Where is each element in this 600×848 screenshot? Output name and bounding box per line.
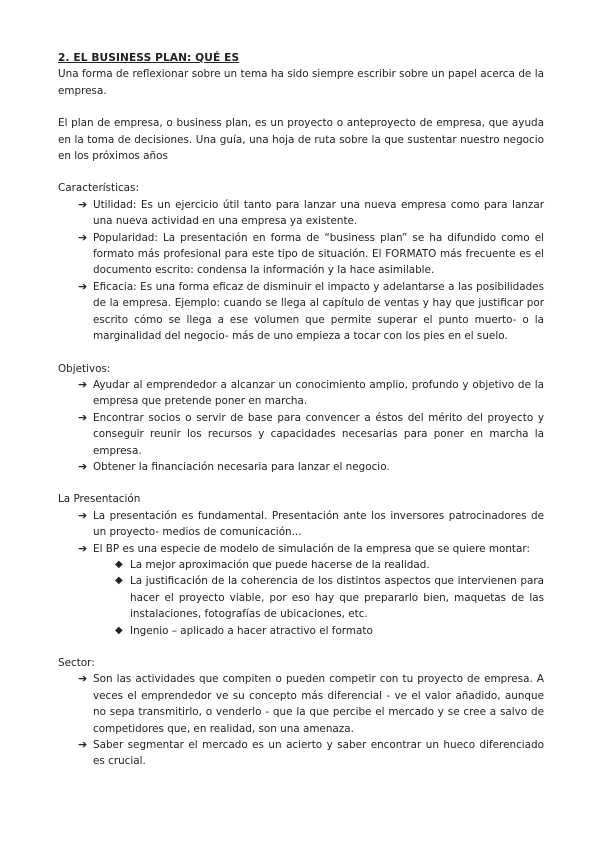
list-item xyxy=(78,541,544,639)
list-item xyxy=(78,197,544,230)
spacer xyxy=(58,164,544,180)
sublist-item-text: La mejor aproximación que puede hacerse de la realidad. xyxy=(130,558,430,571)
spacer xyxy=(58,99,544,115)
arrow-icon: ➔ xyxy=(78,459,88,473)
spacer xyxy=(58,475,544,491)
list-item xyxy=(78,459,544,475)
list-item-text: Saber segmentar el mercado es un acierto y saber encontrar un hueco diferenciado es crucial. xyxy=(93,739,544,768)
diamond-icon: ◆ xyxy=(115,558,123,570)
arrow-icon: ➔ xyxy=(78,672,88,686)
arrow-icon: ➔ xyxy=(78,541,88,555)
list-item-text: Obtener la financiación necesaria para lanzar el negocio. xyxy=(93,460,390,473)
sector-list xyxy=(58,671,544,769)
objetivos-list xyxy=(58,377,544,475)
presentacion-heading: La Presentación xyxy=(58,493,141,506)
sublist-item-text: Ingenio – aplicado a hacer atractivo el formato xyxy=(130,624,373,637)
list-item xyxy=(78,230,544,279)
list-item xyxy=(78,410,544,459)
list-item xyxy=(78,737,544,770)
sublist-item xyxy=(115,623,544,639)
intro-paragraph-1: Una forma de reflexionar sobre un tema ha sido siempre escribir sobre un papel acerca de la empresa. xyxy=(58,68,544,97)
objetivos-heading: Objetivos: xyxy=(58,362,111,375)
spacer xyxy=(58,639,544,655)
list-item xyxy=(78,508,544,541)
caracteristicas-list xyxy=(58,197,544,345)
document-page xyxy=(58,50,544,770)
intro-paragraph-2: El plan de empresa, o business plan, es un proyecto o anteproyecto de empresa, que ayuda en la toma de decisiones. Una guía, una hoja de ruta sobre la que sustentar nuestro negocio en los próximos años xyxy=(58,117,544,163)
section-title: 2. EL BUSINESS PLAN: QUÉ ES xyxy=(58,52,240,64)
arrow-icon: ➔ xyxy=(78,377,88,391)
list-item xyxy=(78,279,544,345)
diamond-icon: ◆ xyxy=(115,624,123,636)
list-item-text: Ayudar al emprendedor a alcanzar un conocimiento amplio, profundo y objetivo de la empresa que pretende poner en marcha. xyxy=(93,378,544,408)
arrow-icon: ➔ xyxy=(78,279,88,293)
list-item-text: Utilidad: Es un ejercicio útil tanto para lanzar una nueva empresa como para lanzar una nueva actividad en una empresa ya existente. xyxy=(93,198,544,228)
presentacion-sublist xyxy=(93,557,544,639)
arrow-icon: ➔ xyxy=(78,410,88,424)
list-item-text: Popularidad: La presentación en forma de “business plan” se ha difundido como el formato más profesional para este tipo de situación. El FORMATO más frecuente es el documento escrito: condensa la información y la hace asimilable. xyxy=(93,231,544,277)
caracteristicas-heading: Características: xyxy=(58,182,139,195)
arrow-icon: ➔ xyxy=(78,230,88,244)
arrow-icon: ➔ xyxy=(78,738,88,752)
arrow-icon: ➔ xyxy=(78,508,88,522)
sublist-item-text: La justificación de la coherencia de los distintos aspectos que intervienen para hacer el proyecto viable, por eso hay que prepararlo bien, maquetas de las instalaciones, fotografías de ubicaciones, etc. xyxy=(130,575,544,621)
diamond-icon: ◆ xyxy=(115,575,123,587)
list-item-text: El BP es una especie de modelo de simulación de la empresa que se quiere montar: xyxy=(93,542,530,555)
list-item xyxy=(78,377,544,410)
list-item-text: Eficacia: Es una forma eficaz de disminuir el impacto y adelantarse a las posibilidades de la empresa. Ejemplo: cuando se llega al capítulo de ventas y hay que justificar por escrito cómo se llega a ese volumen que permite superar el punto muerto- o la marginalidad del negocio- más de uno empieza a tocar con los pies en el suelo. xyxy=(93,280,544,343)
sublist-item xyxy=(115,557,544,573)
list-item xyxy=(78,671,544,737)
sector-heading: Sector: xyxy=(58,657,95,669)
spacer xyxy=(58,345,544,361)
arrow-icon: ➔ xyxy=(78,197,88,211)
list-item-text: La presentación es fundamental. Presentación ante los inversores patrocinadores de un proyecto- medios de comunicación... xyxy=(93,509,544,539)
presentacion-list xyxy=(58,508,544,639)
list-item-text: Encontrar socios o servir de base para convencer a éstos del mérito del proyecto y conseguir reunir los recursos y capacidades necesarias para poner en marcha la empresa. xyxy=(93,411,544,457)
sublist-item xyxy=(115,573,544,622)
list-item-text: Son las actividades que compiten o pueden competir con tu proyecto de empresa. A veces el emprendedor ve su concepto más diferencial - ve el valor añadido, aunque no sepa transmitirlo, o venderlo - que la que percibe el mercado y se cree a salvo de competidores que, en realidad, son una amenaza. xyxy=(93,673,544,735)
